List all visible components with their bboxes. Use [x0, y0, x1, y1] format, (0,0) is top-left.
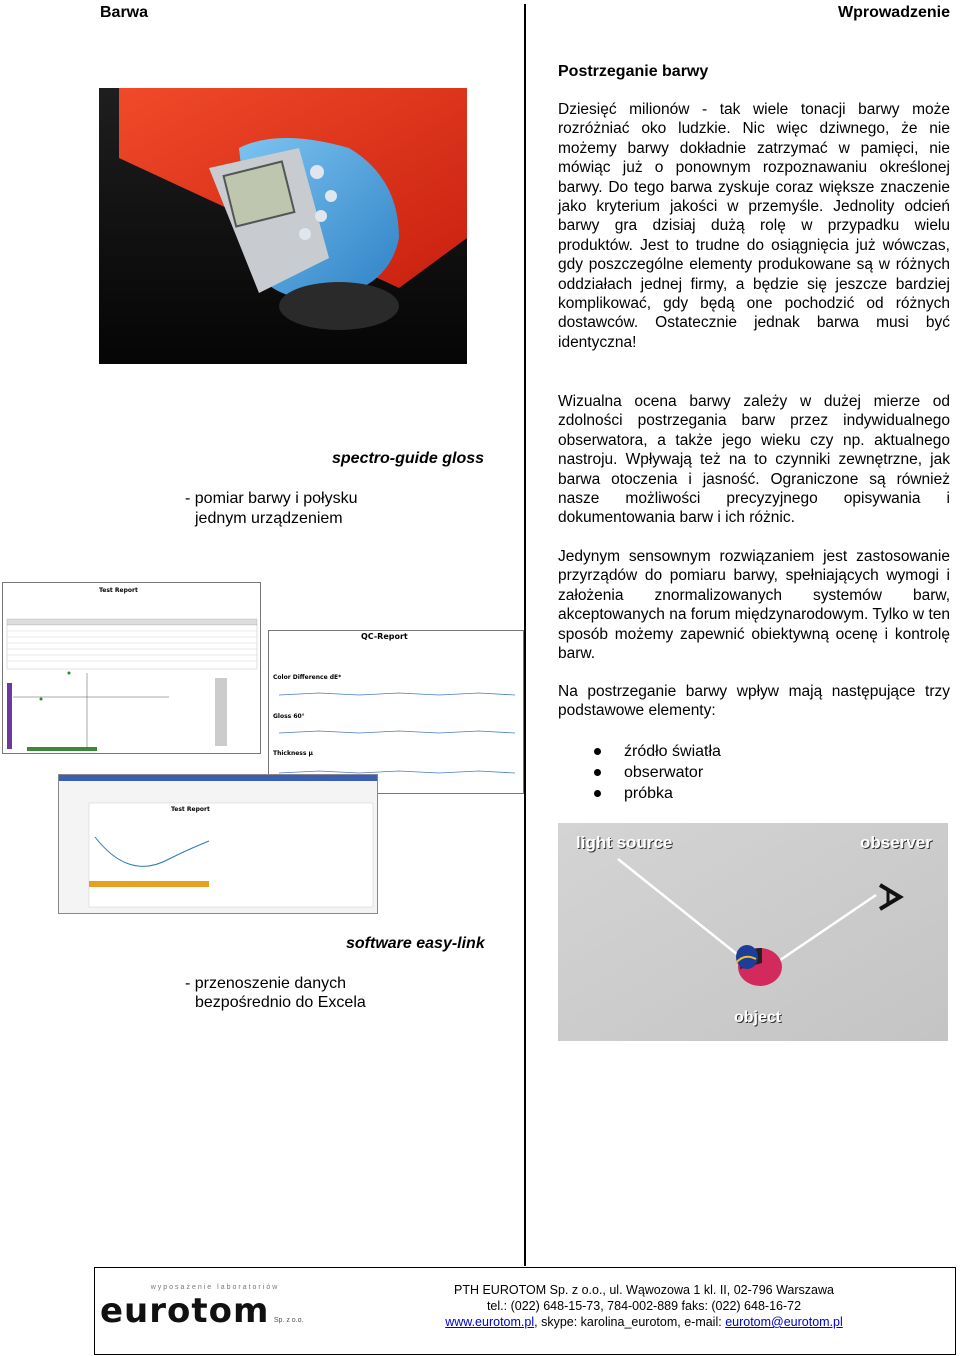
software-name: software easy-link [346, 935, 485, 952]
device-photo [99, 88, 467, 364]
footer-phone: tel.: (022) 648-15-73, 784-002-889 faks: (022) 648-16-72 [486, 1299, 802, 1313]
paragraph-2: Wizualna ocena barwy zależy w dużej mierze od zdolności postrzegania barw przez indywidualnego obserwatora, a także jego wieku czy np. aktualnego nastroju. Wpływają też na to czynniki zewnętrzne, jak barwa otoczenia i jasność. Ograniczone są również nasze możliwości precyzyjnego opisywania i dokumentowania barw i ich różnic. [558, 393, 950, 527]
test-report-screenshot [2, 582, 261, 754]
paragraph-3: Jedynym sensownym rozwiązaniem jest zastosowanie przyrządów do pomiaru barwy, spełniających wymogi i założenia znormalizowanych systemów barw, akceptowanych na forum międzynarodowym. Tylko w ten sposób możemy zapewnić obiektywną ocenę i kontrolę barw. [558, 548, 950, 663]
email-link[interactable]: eurotom@eurotom.pl [725, 1315, 843, 1329]
bullet-icon [594, 790, 601, 797]
section-title: Postrzeganie barwy [558, 63, 709, 80]
list-item: obserwator [558, 762, 950, 783]
header-right: Wprowadzenie [837, 4, 950, 21]
footer-skype: , skype: karolina_eurotom, e-mail: [534, 1315, 726, 1329]
device-name: spectro-guide gloss [332, 450, 485, 467]
device-caption-line2: jednym urządzeniem [195, 510, 343, 527]
svg-text:Gloss 60°: Gloss 60° [273, 713, 305, 720]
column-divider [524, 4, 526, 1266]
svg-text:Test Report: Test Report [171, 806, 210, 813]
color-perception-diagram [558, 823, 948, 1041]
device-caption-line1: - pomiar barwy i połysku [185, 490, 358, 507]
svg-text:Thickness µ: Thickness µ [273, 750, 313, 757]
software-window-screenshot [58, 774, 378, 914]
header-left: Barwa [100, 4, 149, 21]
test-report-title: Test Report [99, 587, 138, 594]
list-item: próbka [558, 783, 950, 804]
observer-label: observer [860, 833, 932, 852]
eurotom-logo: wyposażenie laboratoriów eurotom Sp. z o.o. [100, 1284, 304, 1331]
bullet-icon [594, 748, 601, 755]
qc-report-screenshot [268, 630, 524, 794]
website-link[interactable]: www.eurotom.pl [445, 1315, 535, 1329]
svg-text:Color Difference dE*: Color Difference dE* [273, 674, 342, 681]
light-source-label: light source [576, 833, 673, 852]
list-item: źródło światła [558, 741, 950, 762]
paragraph-4: Na postrzeganie barwy wpływ mają następujące trzy podstawowe elementy: [558, 683, 950, 720]
bullet-icon [594, 769, 601, 776]
software-caption-line1: - przenoszenie danych [185, 975, 346, 992]
footer-contact [424, 1282, 864, 1330]
object-label: object [734, 1009, 782, 1026]
bullet-list [558, 741, 950, 804]
paragraph-1: Dziesięć milionów - tak wiele tonacji barwy może rozróżniać oko ludzkie. Nic więc dziwnego, że nie możemy barwy dokładnie zatrzymać w pamięci, nie mówiąc już o ponownym rozpoznawaniu określonej barwy. Do tego barwa zyskuje coraz większe znaczenie jako kryterium jakości w przemyśle. Jednolity odcień barwy gra dzisiaj dużą rolę w przypadku wielu produktów. Jest to trudne do osiągnięcia już wówczas, gdy poszczególne elementy produkowane są w różnych oddziałach jednej firmy, a będzie się jeszcze bardziej komplikować, gdy będą one pochodzić od różnych dostawców. Ostatecznie jednak barwa musi być identyczna! [558, 101, 950, 351]
qc-report-title: QC-Report [361, 632, 408, 641]
footer-address: PTH EUROTOM Sp. z o.o., ul. Wąwozowa 1 kl. II, 02-796 Warszawa [454, 1283, 834, 1297]
software-caption-line2: bezpośrednio do Excela [195, 994, 366, 1011]
